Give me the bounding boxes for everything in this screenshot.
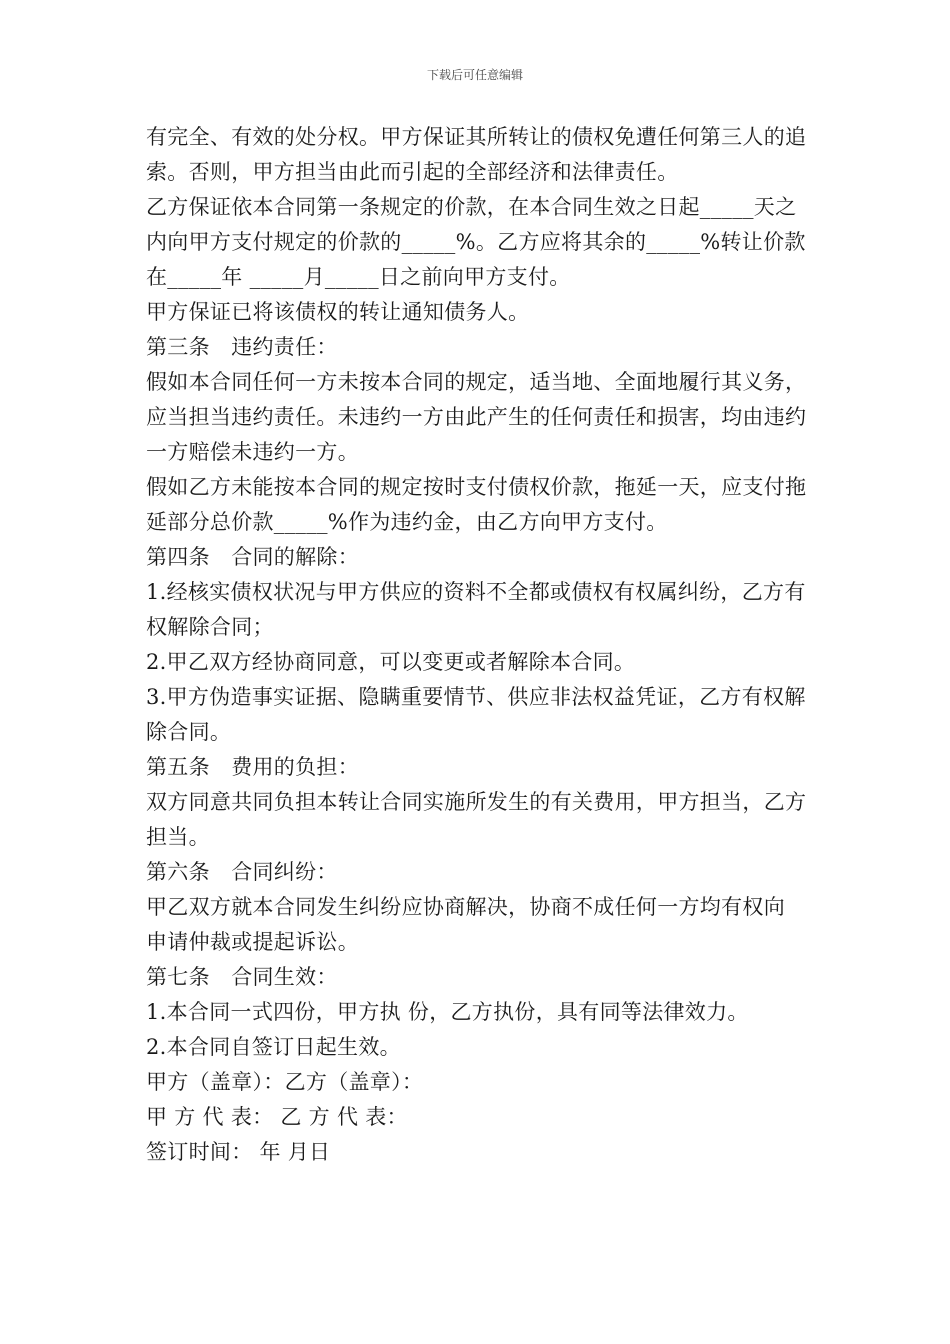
paragraph-costs: 双方同意共同负担本转让合同实施所发生的有关费用，甲方担当，乙方担当。 (146, 790, 807, 849)
termination-item-3: 3.甲方伪造事实证据、隐瞒重要情节、供应非法权益凭证，乙方有权解除合同。 (146, 685, 806, 744)
paragraph-late-payment: 假如乙方未能按本合同的规定按时支付债权价款，拖延一天，应支付拖延部分总价款_____%作为违约金，由乙方向甲方支付。 (146, 475, 807, 534)
effect-item-1: 1.本合同一式四份，甲方执 份，乙方执份，具有同等法律效力。 (146, 1000, 749, 1024)
article-7-title: 第七条 合同生效： (146, 965, 338, 989)
paragraph-disposal-right: 有完全、有效的处分权。甲方保证其所转让的债权免遭任何第三人的追索。否则，甲方担当由此而引起的全部经济和法律责任。 (146, 125, 807, 184)
paragraph-payment-terms: 乙方保证依本合同第一条规定的价款，在本合同生效之日起_____天之内向甲方支付规定的价款的_____%。乙方应将其余的_____%转让价款在_____年 _____月_____日之前向甲方支付。 (146, 195, 806, 289)
termination-item-2: 2.甲乙双方经协商同意，可以变更或者解除本合同。 (146, 650, 636, 674)
document-body (146, 120, 810, 1170)
article-4-title: 第四条 合同的解除： (146, 545, 359, 569)
paragraph-breach-liability: 假如本合同任何一方未按本合同的规定，适当地、全面地履行其义务，应当担当违约责任。未违约一方由此产生的任何责任和损害，均由违约一方赔偿未违约一方。 (146, 370, 807, 464)
article-3-title: 第三条 违约责任： (146, 335, 338, 359)
article-6-title: 第六条 合同纠纷： (146, 860, 338, 884)
article-5-title: 第五条 费用的负担： (146, 755, 359, 779)
effect-item-2: 2.本合同自签订日起生效。 (146, 1035, 401, 1059)
page-header: 下载后可任意编辑 (426, 68, 523, 82)
paragraph-debtor-notice: 甲方保证已将该债权的转让通知债务人。 (146, 300, 530, 324)
signature-date-line: 签订时间： 年 月日 (146, 1140, 331, 1164)
signature-seal-line: 甲方（盖章）：乙方（盖章）： (146, 1070, 424, 1094)
signature-representative-line: 甲 方 代 表： 乙 方 代 表： (146, 1105, 408, 1129)
paragraph-disputes: 甲乙双方就本合同发生纠纷应协商解决，协商不成任何一方均有权向 申请仲裁或提起诉讼。 (146, 895, 785, 954)
termination-item-1: 1.经核实债权状况与甲方供应的资料不全都或债权有权属纠纷，乙方有权解除合同； (146, 580, 806, 639)
